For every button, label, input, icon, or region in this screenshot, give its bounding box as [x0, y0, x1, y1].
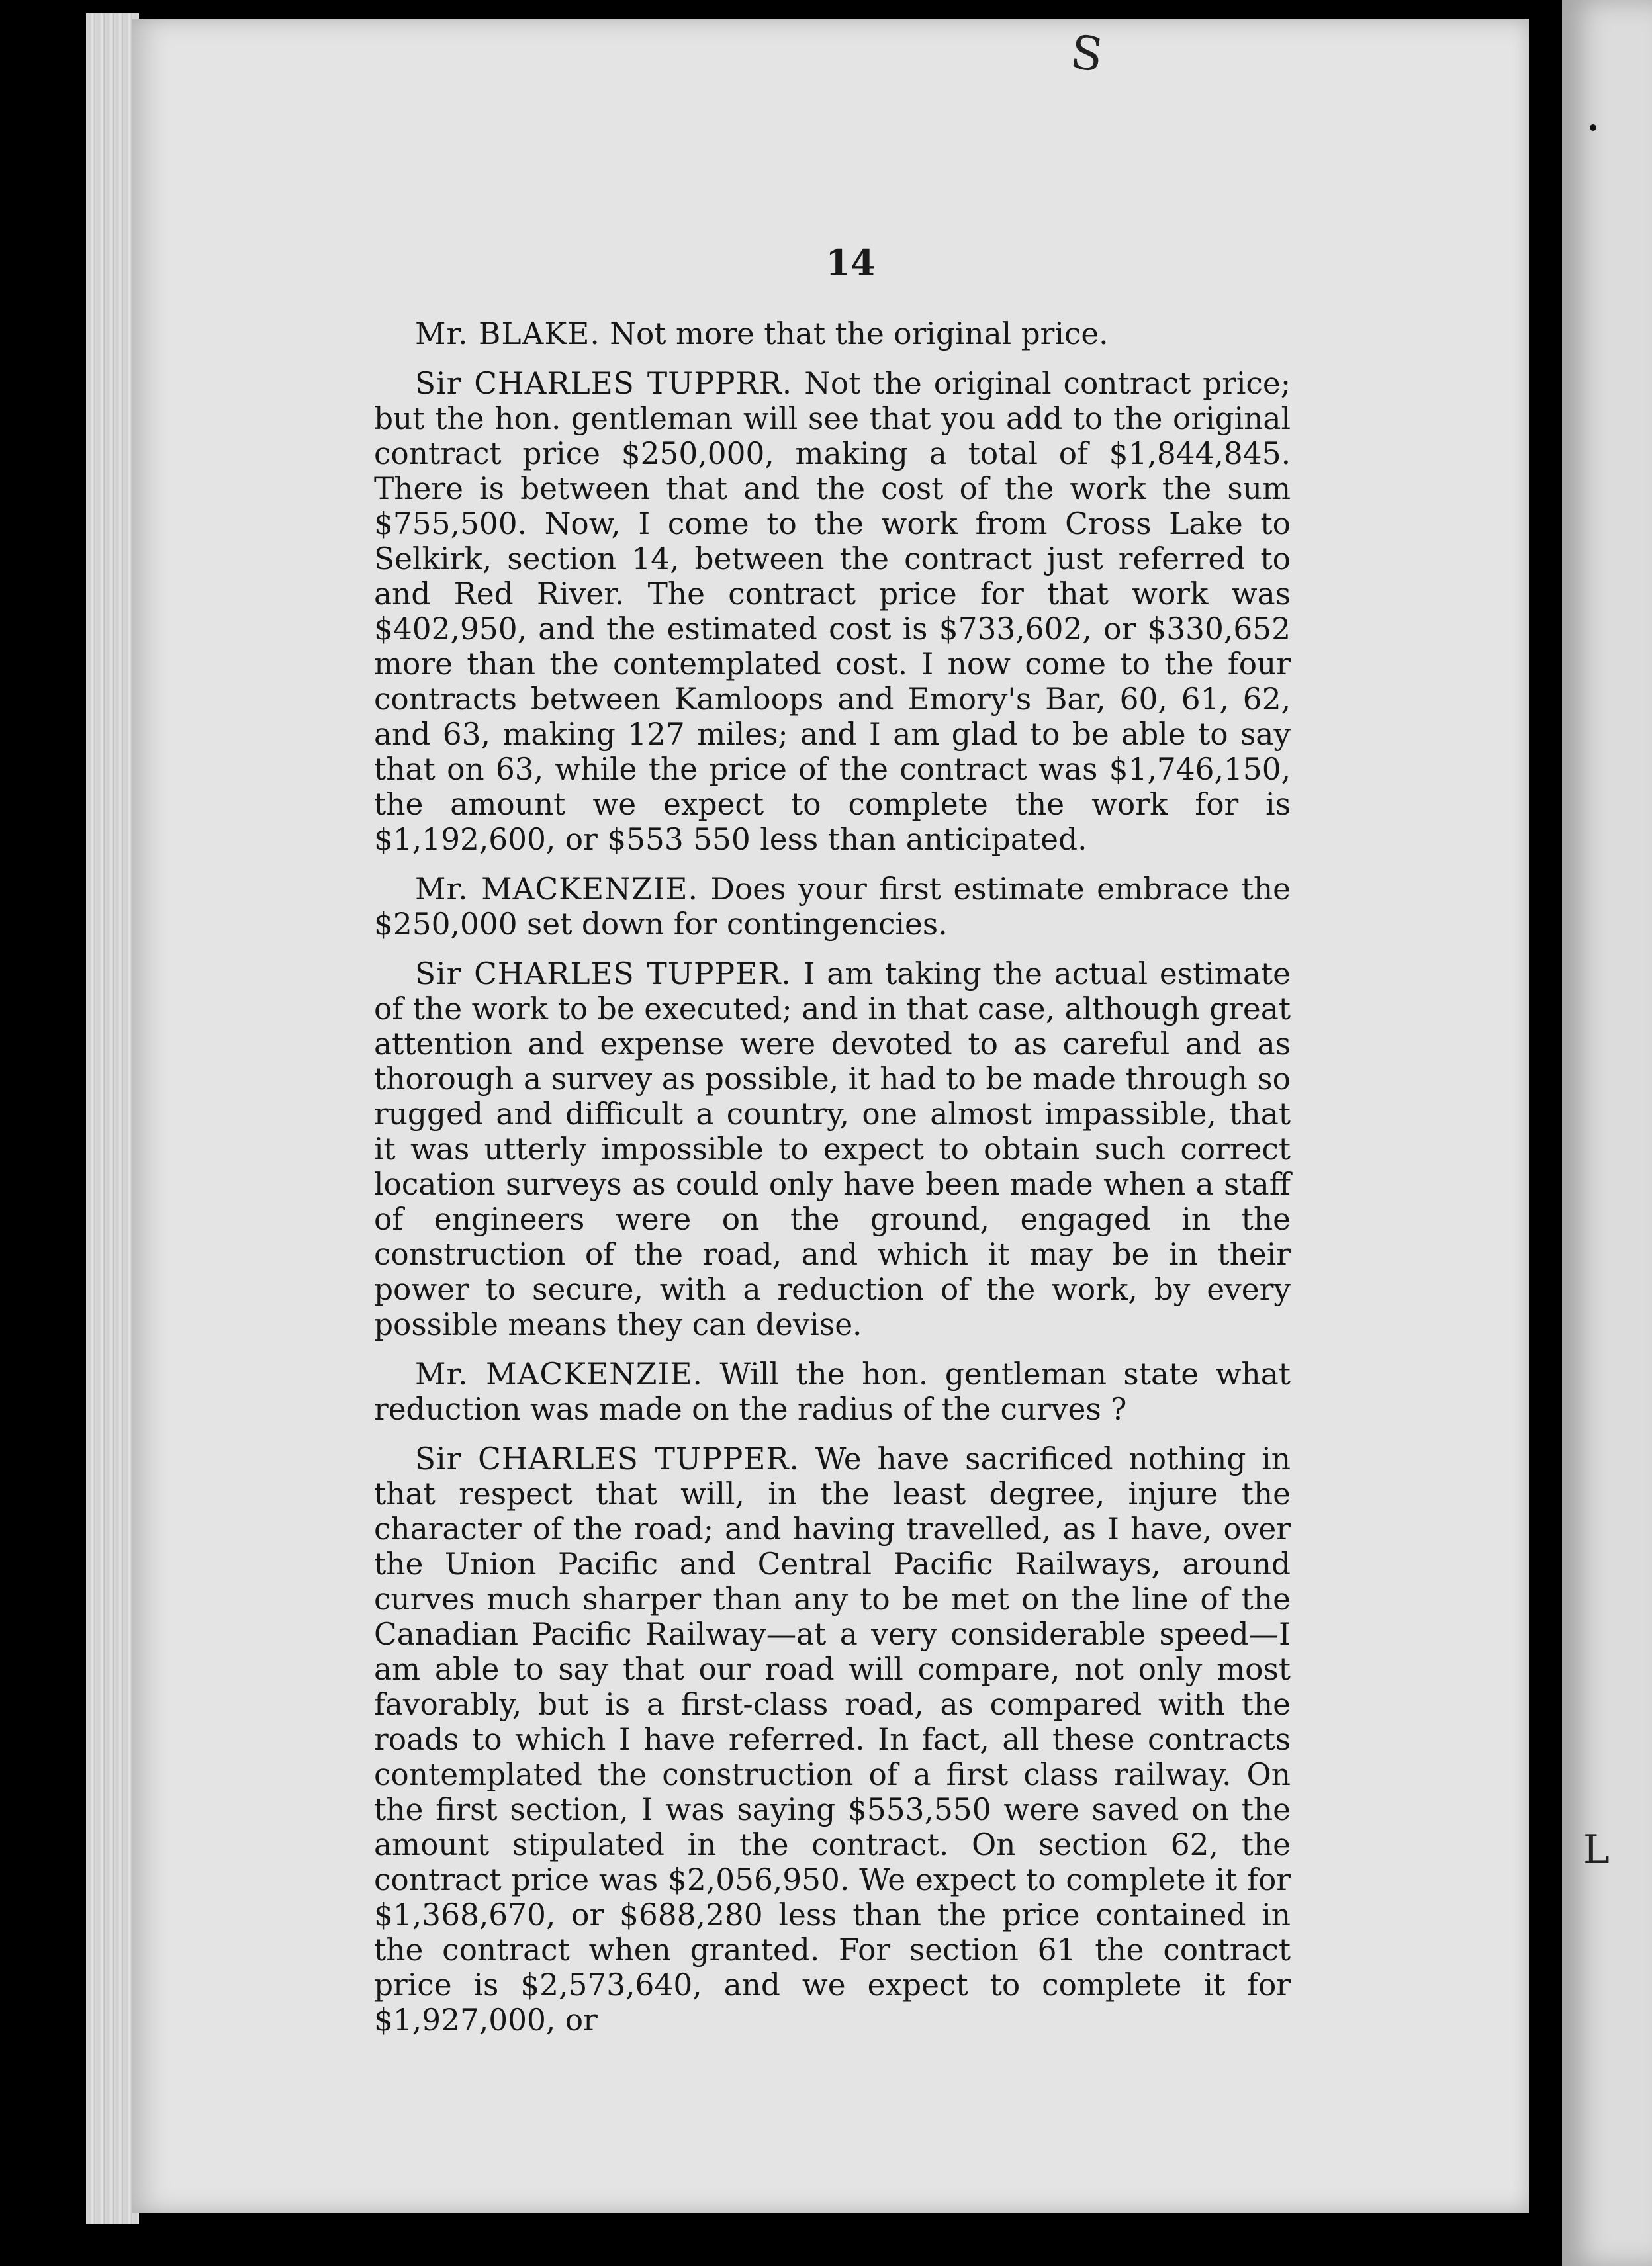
pencil-mark: S: [1067, 24, 1107, 83]
body-text: [374, 316, 1291, 2052]
speech-text: Not the original contract price; but the hon. gentleman will see that you add to the original contract price $250,000, making a total of $1,844,845. There is between that and the cost of the work the sum $755,500. Now, I come to the work from Cross Lake to Selkirk, section 14, between the contract just referred to and Red River. The contract price for that work was $402,950, and the estimated cost is $733,602, or $330,652 more than the contemplated cost. I now come to the four contracts between Kamloops and Emory's Bar, 60, 61, 62, and 63, making 127 miles; and I am glad to be able to say that on 63, while the price of the contract was $1,746,150, the amount we expect to complete the work for is $1,192,600, or $553 550 less than anticipated.: [374, 366, 1291, 857]
speech-text: Not more that the original price.: [610, 316, 1109, 351]
speech-text: Will the hon. gentleman state what reduction was made on the radius of the curves ?: [374, 1357, 1291, 1427]
speaker-name: Mr. MACKENZIE.: [415, 1357, 703, 1392]
page-number: 14: [825, 242, 876, 284]
paragraph: [374, 366, 1291, 857]
page-stack-edge: [86, 13, 139, 2224]
paragraph: [374, 1441, 1291, 2038]
speaker-name: Sir CHARLES TUPPER.: [415, 956, 792, 991]
paragraph: [374, 956, 1291, 1342]
facing-page-edge: [1562, 0, 1652, 2266]
speaker-name: Sir CHARLES TUPPRR.: [415, 366, 793, 401]
speaker-name: Mr. MACKENZIE.: [415, 872, 698, 907]
speech-text: Does your first estimate embrace the $250,000 set down for contingencies.: [374, 872, 1291, 942]
paragraph: [374, 316, 1291, 351]
stray-dot: [1590, 124, 1596, 131]
margin-bracket-mark: L: [1583, 1827, 1610, 1873]
speaker-name: Mr. BLAKE.: [415, 316, 600, 351]
speaker-name: Sir CHARLES TUPPER.: [415, 1441, 800, 1476]
paragraph: [374, 1357, 1291, 1427]
speech-text: I am taking the actual estimate of the work to be executed; and in that case, although great attention and expense were devoted to as careful and as thorough a survey as possible, it had to be made through so rugged and difficult a country, one almost impassible, that it was utterly impossible to expect to obtain such correct location surveys as could only have been made when a staff of engineers were on the ground, engaged in the construction of the road, and which it may be in their power to secure, with a reduction of the work, by every possible means they can devise.: [374, 956, 1291, 1342]
paragraph: [374, 872, 1291, 942]
speech-text: We have sacrificed nothing in that respect that will, in the least degree, injure the character of the road; and having travelled, as I have, over the Union Pacific and Central Pacific Railways, around curves much sharper than any to be met on the line of the Canadian Pacific Railway—at a very considerable speed—I am able to say that our road will compare, not only most favorably, but is a first-class road, as compared with the roads to which I have referred. In fact, all these contracts contemplated the construction of a first class railway. On the first section, I was saying $553,550 were saved on the amount stipulated in the contract. On section 62, the contract price was $2,056,950. We expect to complete it for $1,368,670, or $688,280 less than the price contained in the contract when granted. For section 61 the contract price is $2,573,640, and we expect to complete it for $1,927,000, or: [374, 1441, 1291, 2038]
